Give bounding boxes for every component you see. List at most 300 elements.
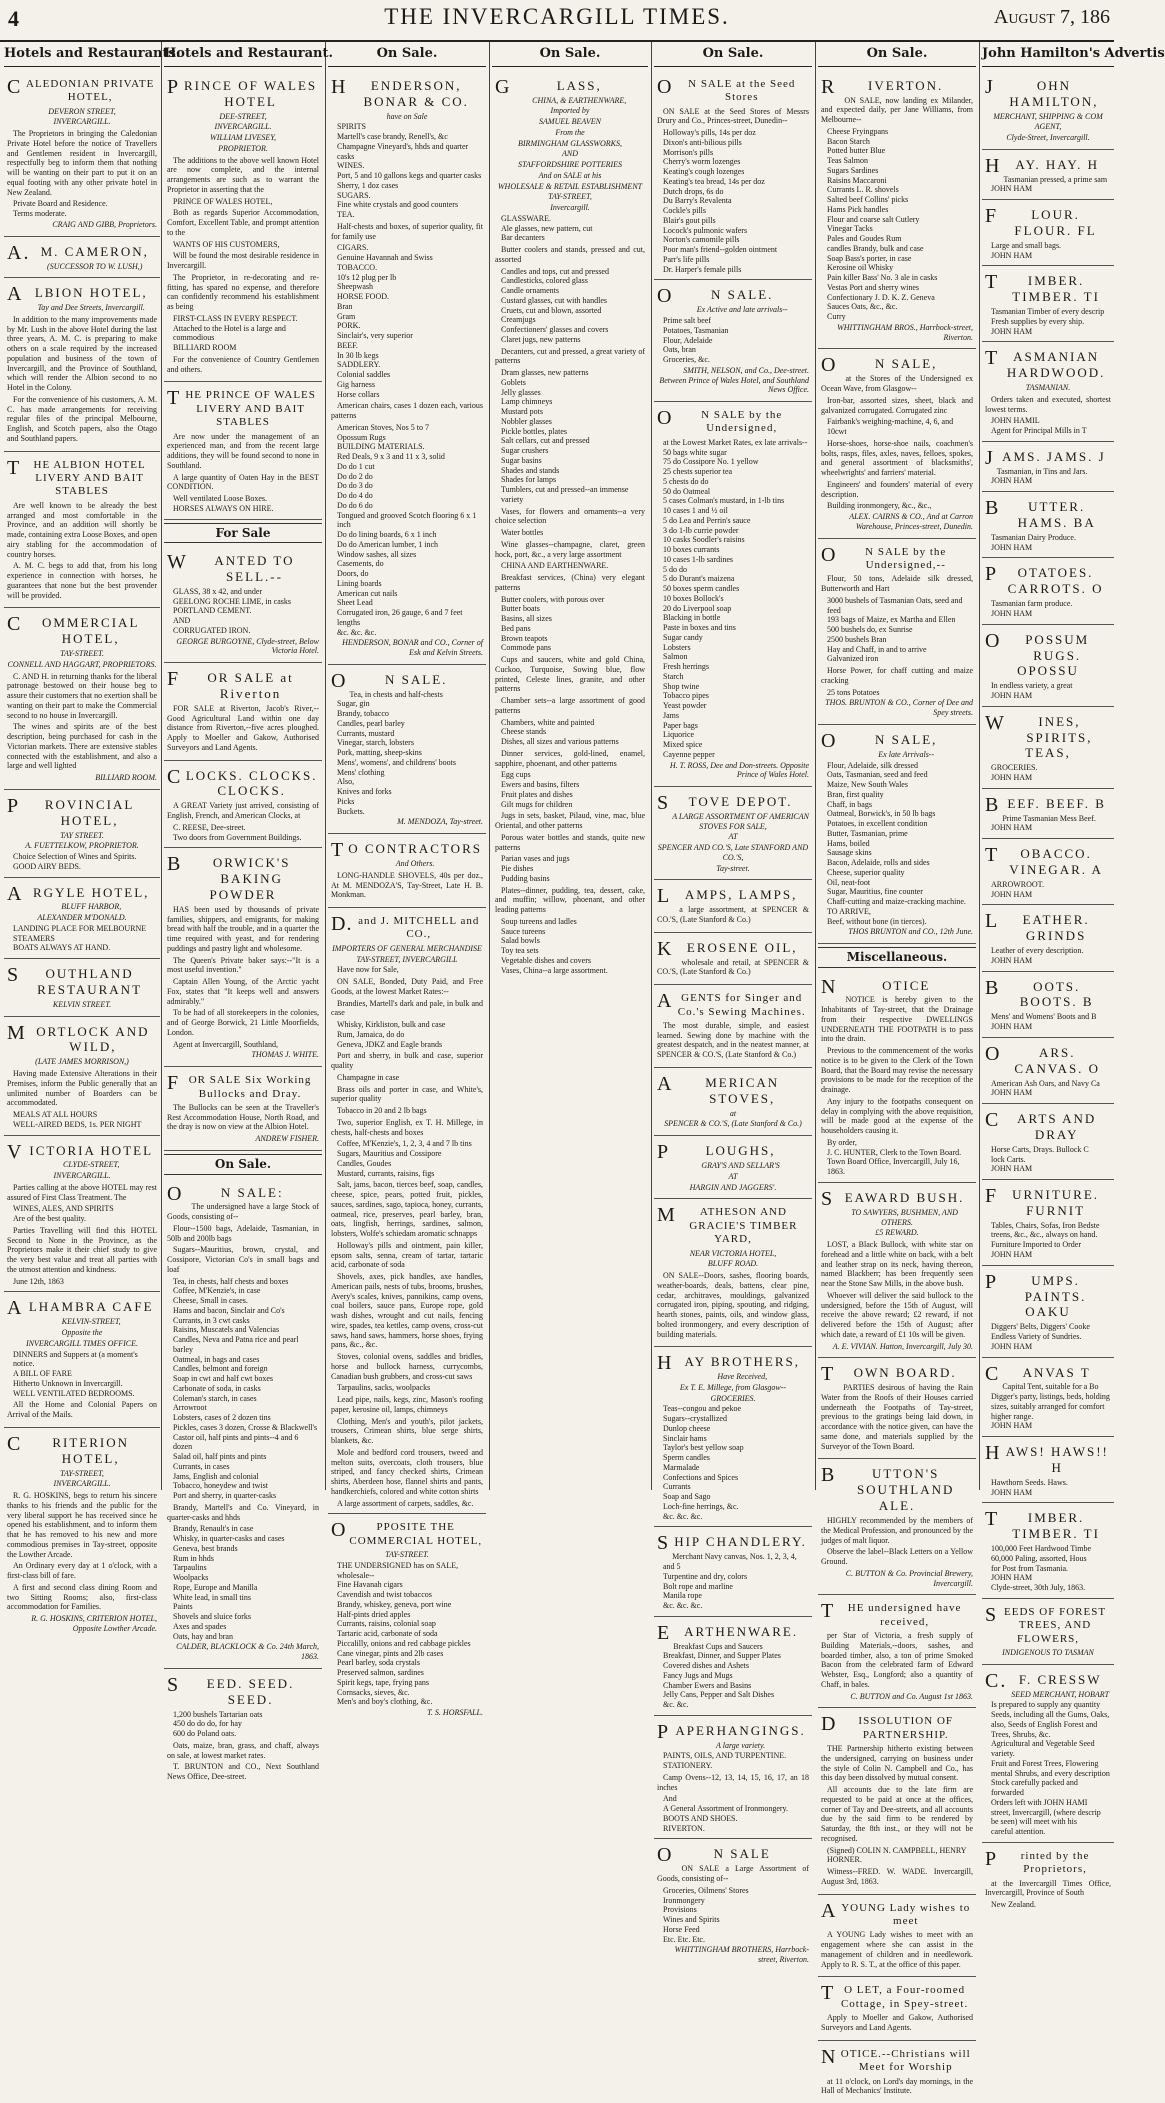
ad-text: JOHN HAM [991, 823, 1033, 833]
column [492, 44, 648, 1490]
ad-text: Tumblers, cut and pressed--an immense variety [501, 485, 629, 504]
ad-text: Choice Selection of Wines and Spirits. [13, 852, 137, 862]
ad-title: ALHAMBRA CAFE [7, 1297, 154, 1320]
ad-text: Hams and bacon, Sinclair and Co's [173, 1305, 285, 1315]
ad-text: Currants, in cases [173, 1461, 230, 1471]
ad-text: Salt, jams, bacon, tierces beef, soap, candles, cheese, spice, pears, potted fruit, pickles, sauces, sardines, sago, tapioca, honey, currants, oatmeal, rice, preserves, pearl barley, bran, oats, lingfish, herrings, sardines, salmon, lobsters, Wolfe's schiedam aromatic schnapps [331, 1180, 483, 1239]
ad-text: Paper bags [663, 720, 698, 730]
ad-text: Will be found the most desirable residence in Invercargill. [167, 251, 319, 271]
ad-title: SEEDS OF FOREST TREES, AND FLOWERS, [985, 1603, 1107, 1645]
advertisement [654, 1347, 812, 1527]
ad-signature: C. BUTTON & Co. Provincial Brewery, Invercargill. [845, 1568, 973, 1588]
ad-title: GLASS, [495, 75, 602, 98]
advertisement [982, 558, 1114, 624]
ad-text: Cavendish and twist tobaccos [337, 1590, 432, 1600]
ad-text: Hams Pick handles [827, 204, 889, 214]
ad-text: Mens', womens', and childrens' boots [337, 757, 456, 767]
advertisement [818, 1977, 976, 2040]
advertisement [982, 200, 1114, 266]
ad-text: 75 do Cossipore No. 1 yellow [663, 457, 759, 467]
ad-title: TO LET, a Four-roomed Cottage, in Spey-street. [821, 1982, 969, 2010]
ad-text: Mole and bedford cord trousers, tweed and melton suits, overcoats, cloth trousers, blue striped, and fancy checked shirts, Crimean shirts, Aberdeen hose, flannel shirts and pants, handkerchiefs, colored and white cotton shirts [331, 1447, 483, 1496]
ad-text: WELL-AIRED BEDS, 1s. PER NIGHT [13, 1119, 142, 1129]
column [982, 44, 1165, 1910]
ad-text: Tea, in chests and half-chests [349, 689, 443, 699]
ad-text: C. AND H. in returning thanks for the liberal patronage bestowed on their house beg to assure their customers that no exertion shall be wanting on their part to make the Commercial second to no house in Invercargill. [7, 671, 157, 720]
ad-text: Bacon, Adelaide, rolls and sides [827, 858, 930, 867]
ad-text: Parr's life pills [663, 254, 710, 264]
ad-text: Currants, mustard [337, 728, 395, 738]
ad-subtitle: Imported by [550, 106, 590, 116]
ad-title: AMERICAN STOVES, [657, 1072, 780, 1106]
ad-subtitle: INVERCARGILL. [53, 117, 111, 127]
ad-text: Brandy, tobacco [337, 709, 389, 719]
column-rule [815, 42, 816, 1490]
ad-subtitle: STAFFORDSHIRE POTTERIES [517, 160, 623, 170]
ad-text: Martell's case brandy, Renell's, &c [337, 132, 448, 142]
column-header: On Sale. [818, 44, 976, 67]
ad-text: The Proprietor, in re-decorating and re-fitting, has spared no expense, and therefore can confidently recommend his establishment as being [167, 272, 319, 312]
ad-signature: THOMAS J. WHITE. [251, 1050, 319, 1060]
ad-text: The Queen's Private baker says:--"It is a most useful invention." [167, 955, 319, 975]
ad-text: Agricultural and Vegetable Seed [991, 1739, 1095, 1749]
ad-text: A first and second class dining Room and two Sitting Rooms; also, first-class accommodation for Families. [7, 1582, 157, 1612]
ad-text: Lobsters, cases of 2 dozen tins [173, 1413, 271, 1423]
ad-title: BOOTS. BOOTS. B [985, 976, 1094, 1010]
ad-text: Engineers' and founders' material of every description. [821, 479, 973, 499]
ad-text: Claret jugs, new patterns [501, 334, 581, 344]
ad-text: In endless variety, a great [991, 681, 1073, 691]
ad-text: Keating's tea bread, 14s per doz [663, 176, 765, 186]
ad-text: Butter coolers, with porous over [501, 594, 605, 604]
ad-text: Sugars--Mauritius, brown, crystal, and Cossipore, Victorian Co's in small bags and loaf [167, 1245, 319, 1274]
ad-subtitle: DEE-STREET, [219, 111, 267, 121]
ad-text: The most durable, simple, and easiest learned. Sewing done by machine with the greatest despatch, and in the neatest manner, at SPENCER & CO.'S, (Late Stanford & Co.) [657, 1020, 809, 1060]
ad-text: Fine white crystals and good counters [337, 200, 459, 210]
ad-text: Tea, in chests, half chests and boxes [173, 1276, 289, 1286]
ad-text: Witness--FRED. W. WADE. Invercargill, August 3rd, 1863. [821, 1867, 973, 1886]
ad-text: STATIONERY. [663, 1761, 713, 1771]
ad-text: Wines and Spirits [663, 1915, 720, 1925]
ad-text: Tasmanian Timber of every descrip [991, 307, 1105, 317]
ad-text: SUGARS. [337, 190, 371, 200]
ad-subtitle: A large variety. [716, 1740, 766, 1750]
ad-text: The additions to the above well known Hotel are now complete, and the internal arrangements are such as to warrant the Proprietor in asserting that the [167, 155, 319, 194]
advertisement [328, 665, 486, 834]
ad-text: AND [173, 616, 191, 626]
ad-text: careful attention. [991, 1827, 1046, 1837]
advertisement [654, 1617, 812, 1716]
ad-text: Butter boats [501, 604, 540, 614]
ad-text: Sinclair hams [663, 1433, 707, 1443]
ad-text: Fresh supplies by every ship. [991, 316, 1085, 326]
ad-text: Ironmongery [663, 1895, 705, 1905]
ad-text: 600 do Poland oats. [173, 1729, 237, 1739]
ad-text: ON SALE, now landing ex Milander, and expected daily, per Jane Williams, from Melbourne-- [821, 95, 973, 125]
ad-title: ON SALE. [331, 669, 448, 692]
ad-text: also, Seeds of English Forest and [991, 1719, 1098, 1729]
ad-text: Is prepared to supply any quantity [991, 1700, 1101, 1710]
ad-text: Spirit kegs, tape, frying pans [337, 1677, 429, 1687]
advertisement [164, 1067, 322, 1151]
ad-title: OARS. CANVAS. O [985, 1042, 1101, 1076]
ad-text: Groceries, &c. [663, 355, 710, 365]
ad-text: Commode pans [501, 643, 551, 653]
ad-subtitle: INDIGENOUS TO TASMAN [1002, 1648, 1094, 1658]
advertisement [164, 848, 322, 1067]
advertisement [164, 663, 322, 760]
ad-text: wholesale and retail, at SPENCER & CO.'S, (Late Stanford & Co.) [657, 957, 809, 977]
ad-text: PARTIES desirous of having the Rain Water from the Roofs of their Houses carried underneath the Footpaths of Tay-street, previous to the gratings being laid down, in accordance with the notice given, can have the same done, and materials supplied by the Surveyor of the Town Board. [821, 1383, 973, 1451]
ad-text: An Ordinary every day at 1 o'clock, with a first-class bill of fare. [7, 1561, 157, 1581]
ad-title: COMMERCIAL HOTEL, [7, 613, 140, 647]
ad-text: Salad oil, half pints and pints [173, 1452, 267, 1462]
ad-text: A YOUNG Lady wishes to meet with an engagement where she can assist in the management of children and in needlework. Apply to R. S. T., at the office of this paper. [821, 1930, 973, 1969]
ad-text: Also, [337, 777, 355, 787]
ad-text: Dunlop cheese [663, 1423, 711, 1433]
ad-text: Sherry, 1 doz cases [337, 180, 399, 190]
ad-text: Wine glasses--champagne, claret, green hock, port, &c., a very large assortment [495, 539, 645, 559]
ad-text: Horse-shoes, horse-shoe nails, coachmen's bolts, rasps, files, axles, naves, felloes, spokes, and general assortment of blacksmiths', wheelwrights' and farriers' material. [821, 438, 973, 478]
ad-text: LOST, a Black Bullock, with white star on forehead and a little white on back, with a belt and leather strap on its neck, having thereon, named Blackberr; has been frequently seen near the Stone Saw Mills, in the above bush. [821, 1240, 973, 1289]
ad-text: HIGHLY recommended by the members of the Medical Profession, and pronounced by the judges of malt liquor. [821, 1516, 973, 1545]
advertisement [492, 71, 648, 981]
ad-text: Men's and boy's clothing, &c. [337, 1697, 433, 1707]
ad-text: Pie dishes [501, 864, 534, 874]
ad-subtitle: Ex T. E. Millege, from Glasgow-- [679, 1382, 787, 1392]
ad-text: 450 do do do, for hay [173, 1719, 242, 1729]
ad-text: 10 boxes currants [663, 545, 720, 555]
advertisement [818, 1595, 976, 1708]
ad-text: Horse Power, for chaff cutting and maize cracking [821, 666, 973, 685]
ad-subtitle: Clyde-Street, Invercargill. [1006, 133, 1090, 143]
ad-text: Breakfast Cups and Saucers [673, 1641, 763, 1651]
ad-title: RIVERTON. [821, 75, 944, 98]
ad-text: Axes and spades [173, 1621, 227, 1631]
ad-text: Soap and Sago [663, 1492, 711, 1502]
ad-text: Du Barry's Revalenta [663, 196, 732, 206]
advertisement [4, 71, 160, 237]
ad-text: Vases, for flowers and ornaments--a very choice selection [495, 506, 645, 526]
advertisement [654, 1068, 812, 1136]
advertisement [654, 1527, 812, 1616]
ad-signature: ALEX. CAIRNS & CO., And at Carron Warehouse, Princes-street, Dunedin. [849, 512, 973, 531]
ad-text: Two doors from Government Buildings. [173, 832, 302, 842]
ad-signature: A. E. VIVIAN. Hatton, Invercargill, July 30. [832, 1341, 973, 1351]
ad-text: Taylor's best yellow soap [663, 1443, 744, 1453]
advertisement [328, 908, 486, 1514]
ad-title: PROVINCIAL HOTEL, [7, 794, 135, 828]
ad-subtitle: BLUFF HARBOR, [61, 902, 122, 912]
ad-title: WINES, SPIRITS, TEAS, [985, 711, 1093, 761]
ad-text: Geneva, best brands [173, 1543, 238, 1553]
ad-text: Oats, maize, bran, grass, and chaff, always on sale, at lowest market rates. [167, 1740, 319, 1760]
ad-title: CARTS AND DRAY [985, 1109, 1097, 1142]
ad-text: Port and sherry, in quarter-casks [173, 1491, 277, 1501]
column-rule [979, 42, 980, 1490]
ad-text: CIGARS. [337, 243, 369, 253]
ad-text: Dishes, all sizes and various patterns [501, 737, 619, 747]
advertisement [4, 790, 160, 878]
ad-signature: CRAIG AND GIBB, Proprietors. [52, 219, 157, 229]
ad-signature: T. S. HORSFALL. [427, 1708, 483, 1718]
ad-text: ON SALE a Large Assortment of Goods, consisting of-- [657, 1864, 809, 1884]
ad-text: Liquorice [663, 730, 695, 740]
ad-text: Gilt mugs for children [501, 799, 573, 809]
ad-text: 10 boxes Bollock's [663, 593, 724, 603]
ad-text: JOHN HAM [991, 608, 1033, 618]
ad-subtitle: SEED MERCHANT, HOBART [1011, 1689, 1110, 1699]
ad-text: FOR SALE at Riverton, Jacob's River,--Good Agricultural Land within one day distance from Riverton,--five acres ploughed. Apply to Moeller and Gakow, Authorised Surveyors and Land Agents. [167, 703, 319, 752]
ad-text: Dram glasses, new patterns [501, 368, 589, 378]
ad-text: Trees, Shrubs, &c. [991, 1729, 1051, 1739]
ad-text: Candles, belmont and foreign [173, 1364, 268, 1374]
ad-text: Groceries, Oilmens' Stores [663, 1885, 749, 1895]
ad-text: A BILL OF FARE [13, 1369, 72, 1379]
ad-title: C.F. CRESSW [985, 1669, 1102, 1692]
ad-text: ON SALE--Doors, sashes, flooring boards, weather-boards, deals, battens, clear pine, cedar, architraves, mouldings, galvanized corrugated iron, piping, spouting, and ridging, hearth stones, paints, oils, and window glass, bolted ironmongery, and every description of building materials. [657, 1271, 809, 1339]
advertisement [654, 787, 812, 880]
ad-text: 50 bags white sugar [663, 447, 727, 457]
ad-text: PAINTS, OILS, AND TURPENTINE. [663, 1751, 787, 1761]
ad-text: Nobbler glasses [501, 416, 552, 426]
ad-subtitle: TAY-STREET. [385, 1550, 429, 1560]
ad-title: PRINCE OF WALES HOTEL [167, 75, 318, 109]
ad-text: Bed pans [501, 623, 531, 633]
ad-text: Champagne Vineyard's, hhds and quarter casks [337, 141, 469, 161]
ad-text: Tarpaulins [173, 1563, 207, 1573]
ad-text: Marmalade [663, 1462, 700, 1472]
ad-text: JOHN HAM [991, 1487, 1033, 1497]
ad-text: 50 do Oatmeal [663, 486, 711, 496]
ad-subtitle: £5 REWARD. [875, 1228, 919, 1238]
advertisement [982, 972, 1114, 1038]
ad-text: Oats, bran [663, 345, 696, 355]
ad-text: Candlesticks, colored glass [501, 276, 588, 286]
ad-text: Sugar basins [501, 455, 542, 465]
column-rule [161, 42, 162, 1490]
ad-text: Horse collars [337, 389, 380, 399]
ad-text: SPIRITS [337, 122, 366, 132]
ad-text: Camp Ovens--12, 13, 14, 15, 16, 17, an 18 inches [657, 1772, 809, 1792]
ad-text: Whoever will deliver the said bullock to the undersigned, before the 15th of August, will receive the above reward; £2 reward, if not delivered before the 15th of August; after which date, a reward of £1 10s will be given. [821, 1290, 973, 1339]
ad-text: Salt cellars, cut and pressed [501, 436, 590, 446]
column-header: John Hamilton's Advertis [982, 44, 1114, 67]
ad-title: ON SALE by the Undersigned, [657, 407, 783, 435]
ad-text: Tobacco pipes [663, 691, 709, 701]
ad-text: Colonial saddles [337, 370, 391, 380]
ad-text: R. G. HOSKINS, begs to return his sincere thanks to his friends and the public for the very liberal support he has received since he opened his establishment, and to inform them that he has removed to his new and more commodious premises in Tay-street, opposite the Lowther Arcade. [7, 1491, 157, 1559]
ad-text: Ewers and basins, filters [501, 780, 580, 790]
column-rule [325, 42, 326, 1490]
ad-text: Tongued and grooved Scotch flooring 6 x 1 inch [337, 510, 477, 530]
ad-text: &c. &c. [663, 1700, 689, 1710]
advertisement [654, 280, 812, 402]
ad-text: Potatoes, Tasmanian [663, 325, 729, 335]
ad-text: Cups and saucers, white and gold China, Cuckoo, Turquoise, Sowing blue, flow printed, Celeste lines, granite, and other patterns [495, 655, 645, 694]
ad-text: Goblets [501, 377, 526, 387]
column [654, 44, 812, 1965]
ad-text: Capital Tent, suitable for a Bo [1002, 1382, 1099, 1392]
ad-text: 5 chests do do [663, 476, 709, 486]
ad-text: Woolpacks [173, 1573, 209, 1583]
ad-subtitle: (LATE JAMES MORRISON,) [35, 1057, 129, 1067]
advertisement [164, 761, 322, 849]
ad-subtitle: DEVERON STREET, [48, 106, 116, 116]
ad-title: THE undersigned have received, [821, 1600, 962, 1628]
ad-text: Half-chests and boxes, of superior quality, fit for family use [331, 221, 483, 241]
ad-text: Cane vinegar, pints and 2lb cases [337, 1648, 444, 1658]
ad-title: FOR SALE at Riverton [167, 668, 294, 701]
ad-text: Sperm candles [663, 1453, 710, 1463]
ad-text: Etc. Etc. Etc. [663, 1934, 705, 1944]
ad-text: Sinclair's, very superior [337, 331, 413, 341]
ad-text: Geneva, JDKZ and Eagle brands [337, 1039, 443, 1049]
section-heading: On Sale. [164, 1154, 322, 1175]
advertisement [4, 878, 160, 960]
ad-subtitle: From the [555, 127, 585, 137]
ad-text: Pearl barley, soda crystals [337, 1658, 421, 1668]
ad-text: JOHN HAM [991, 542, 1033, 552]
ad-text: ON SALE, Bonded, Duty Paid, and Free Goods, at the lowest Market Rates:-- [331, 977, 483, 996]
ad-text: JOHN HAM [991, 1249, 1033, 1259]
advertisement [654, 933, 812, 985]
ad-text: &c. &c. &c. [337, 627, 377, 637]
ad-signature: M. MENDOZA, Tay-street. [397, 817, 483, 827]
ad-title: SHIP CHANDLERY. [657, 1532, 807, 1555]
column-header: On Sale. [654, 44, 812, 67]
ad-text: JOHN HAM [991, 889, 1033, 899]
ad-text: 500 bushels do, ex Sunrise [827, 625, 913, 635]
ad-text: Hawthorn Seeds. Haws. [991, 1477, 1068, 1487]
ad-text: mental Shrubs, and every description [991, 1768, 1110, 1778]
ad-text: HAS been used by thousands of private families, shippers, and emigrants, for making bread with half the trouble, and in a quarter the time required with yeast, and for rendering puddings and pastry light and wholesome. [167, 904, 319, 953]
ad-title: PAPERHANGINGS. [657, 1720, 806, 1743]
ad-signature: THOS BRUNTON and CO., 12th June. [848, 927, 973, 937]
column [328, 44, 486, 1718]
ad-text: JOHN HAM [991, 250, 1033, 260]
ad-text: Leather of every description. [991, 946, 1084, 956]
column-header: On Sale. [328, 44, 486, 67]
ad-text: PRINCE OF WALES HOTEL, [173, 196, 273, 206]
ad-text: Cruets, cut and blown, assorted [501, 305, 602, 315]
ad-text: Mens' and Womens' Boots and B [991, 1012, 1097, 1022]
ad-title: TOBACCO. VINEGAR. A [985, 844, 1103, 878]
ad-text: Tasmanian pressed, a prime sam [1003, 174, 1108, 184]
ad-text: A large assortment of carpets, saddles, &c. [337, 1498, 474, 1508]
ad-text: Holloway's pills and ointment, pain killer, epsom salts, senna, cream of tartar, tartaric acid, carbonate of soda [331, 1240, 483, 1270]
ad-text: Chamber sets--a large assortment of good patterns [495, 696, 645, 715]
ad-subtitle: NEAR VICTORIA HOTEL, [689, 1248, 777, 1258]
ad-text: per Star of Victoria, a fresh supply of Building Materials,--doors, sashes, and boarded timber, also, a ton of prime Smoked Bacon from the celebrated farm of Edward Webster, Esq., Longford; also a quantity of Chaff, in bales. [821, 1631, 973, 1689]
ad-text: Brandies, Martell's dark and pale, in bulk and case [331, 998, 483, 1018]
ad-subtitle: IMPORTERS OF GENERAL MERCHANDISE [332, 943, 482, 953]
ad-text: JOHN HAM [991, 1022, 1033, 1032]
ad-text: Gram [337, 311, 356, 321]
ad-text: Gig harness [337, 379, 375, 389]
advertisement [818, 1459, 976, 1595]
ad-text: In 30 lb kegs [337, 350, 379, 360]
ad-text: Dinner services, gold-lined, enamel, sapphire, phoenant, and other patterns [495, 748, 645, 768]
ad-text: 2500 bushels Bran [827, 634, 887, 644]
issue-date: August 7, 186 [993, 6, 1110, 28]
ad-text: Tobacco, honeydew and twist [173, 1481, 268, 1491]
ad-title: ON SALE at the Seed Stores [657, 75, 796, 104]
ad-subtitle: GROCERIES. [710, 1393, 756, 1403]
ad-text: (Signed) COLIN N. CAMPBELL, HENRY HORNER. [827, 1845, 967, 1865]
advertisement [818, 1895, 976, 1978]
ad-text: Currants [663, 1482, 691, 1492]
ad-text: American Ash Oars, and Navy Ca [991, 1078, 1100, 1088]
ad-text: Teas Salmon [827, 156, 868, 166]
ad-text: Port and sherry, in bulk and case, superior quality [331, 1051, 483, 1071]
ad-text: Paste in boxes and tins [663, 623, 736, 633]
ad-title: CALEDONIAN PRIVATE HOTEL, [7, 75, 155, 104]
advertisement [328, 1514, 486, 1724]
ad-text: Beef, without bone (in tierces). [827, 916, 927, 926]
advertisement [4, 959, 160, 1016]
ad-text: Attached to the Hotel is a large and commodious [173, 323, 286, 343]
advertisement [654, 1839, 812, 1970]
ad-text: Sugar, gin [337, 699, 370, 709]
ad-text: Jams [663, 710, 679, 720]
ad-text: Agent at Invercargill, Southland, [173, 1039, 278, 1049]
advertisement [4, 1428, 160, 1640]
ad-text: Paints [173, 1602, 193, 1612]
ad-title: VICTORIA HOTEL [7, 1140, 154, 1163]
ad-text: Town Board Office, Invercargill, July 16, 1863. [827, 1157, 960, 1177]
advertisement [982, 1665, 1114, 1843]
ad-text: For the convenience of his customers, A. M. C. has made arrangements for receiving regular files of the principal Melbourne, English, and Scotch papers, also the Otago and Southland papers. [7, 394, 157, 443]
ad-title: EARTHENWARE. [657, 1621, 799, 1644]
ad-text: Are of the best quality. [13, 1214, 87, 1224]
ad-text: Fresh herrings [663, 662, 709, 672]
ad-text: Hay and Chaff, in and to arrive [827, 644, 927, 654]
advertisement [328, 71, 486, 665]
ad-text: American chairs, cases 1 dozen each, various patterns [331, 401, 483, 421]
ad-text: Have now for Sale, [337, 965, 399, 975]
ad-text: Oatmeal, Borwick's, in 50 lb bags [827, 809, 936, 819]
ad-text: Potatoes, in excellent condition [827, 819, 928, 828]
ad-title: ON SALE, [821, 729, 938, 752]
ad-text: Arrowroot [173, 1403, 207, 1413]
ad-text: THE Partnership hitherto existing between the undersigned, carrying on business under the style of Colin N. Campbell and Co., has this day been dissolved by mutual consent. [821, 1744, 973, 1783]
ad-subtitle: at [729, 1108, 737, 1118]
ad-text: Endless Variety of Sundries. [991, 1332, 1082, 1342]
ad-text: Plates--dinner, pudding, tea, dessert, cake, and muffin; willow, phoenant, and other leading patterns [495, 885, 645, 915]
ad-subtitle: KELVIN-STREET, [61, 1317, 121, 1327]
ad-text: Shovels, axes, pick handles, axe handles, American pails, nests of tubs, brooms, brushes, Avery's scales, knives, pannikins, camp ovens, coal boilers, sauce pans, Europe rope, gold wash dishes, wrought and cut nails, fencing wire, spades, tea kettles, camp ovens, cross-cut saws, hand saws, hammers, horse shoes, frying pans, &c., &c. [331, 1272, 483, 1350]
ad-text: Galvanized iron [827, 654, 879, 664]
ad-text: White lead, in small tins [173, 1592, 251, 1602]
advertisement [982, 1358, 1114, 1438]
ad-text: 5 do do [663, 564, 687, 574]
ad-title: SEAWARD BUSH. [821, 1187, 965, 1210]
ad-text: The Bullocks can be seen at the Traveller's Rest Accommodation House, North Road, and the dray is now on view at the Albion Hotel. [167, 1102, 319, 1132]
ad-text: Norton's camomile pills [663, 235, 740, 245]
ad-title: PLOUGHS, [657, 1141, 776, 1164]
ad-text: Port, 5 and 10 gallons kegs and quarter casks [337, 171, 482, 181]
ad-text: Bacon Starch [827, 136, 870, 146]
ad-text: Raisins Maccaroni [827, 175, 887, 185]
ad-text: GEELONG ROCHE LIME, in casks [173, 596, 291, 606]
ad-title: BUTTON'S SOUTHLAND ALE. [821, 1464, 955, 1514]
ad-text: Confectionary J. D. K. Z. Geneva [827, 292, 935, 302]
ad-text: Tobacco in 20 and 2 lb bags [337, 1106, 427, 1116]
ad-text: The wines and spirits are of the best description, being purchased for cash in the Victorian markets. There are extensive stables connected with the establishment, and also a large and well lighted [7, 722, 157, 771]
ad-text: 193 bags of Maize, ex Martha and Ellen [827, 615, 956, 625]
ad-subtitle: (SUCCESSOR TO W. LUSH,) [47, 261, 143, 271]
